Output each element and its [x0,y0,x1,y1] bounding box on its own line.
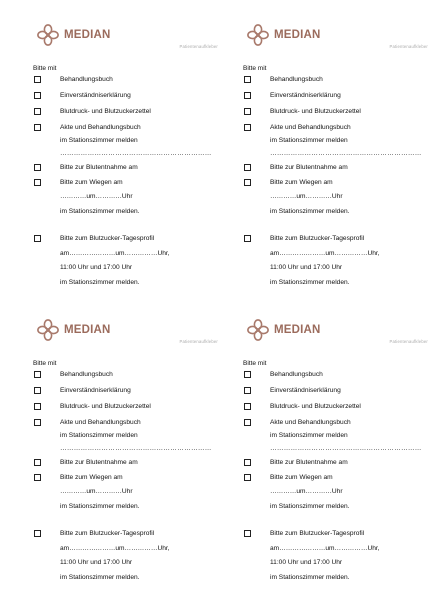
weighing-label: Bitte zum Wiegen am [270,179,333,186]
checkbox-icon[interactable] [244,164,251,171]
checkbox-icon[interactable] [34,387,41,394]
glucose-profile-item [33,529,218,539]
blood-sample-label: Bitte zur Blutentnahme am [60,459,138,466]
glucose-profile-date-line: am…………………um……………Uhr, [270,545,380,552]
checklist-item-label: Blutdruck- und Blutzuckerzettel [60,403,151,410]
weighing-date-line: …………um…………Uhr [270,193,343,200]
checklist-item [33,370,218,380]
median-flower-logo-icon [246,23,270,47]
checkbox-icon[interactable] [244,179,251,186]
fill-in-line: ………………………………………………………… [60,150,212,157]
brand-name: MEDIAN [64,324,111,336]
glucose-profile-label: Bitte zum Blutzucker-Tagesprofil [60,235,155,242]
section-heading: Bitte mit [243,65,267,72]
notice-card [33,317,218,597]
checkbox-icon[interactable] [34,474,41,481]
median-flower-logo-icon [36,23,60,47]
checkbox-icon[interactable] [244,459,251,466]
checklist-item [33,91,218,101]
checkbox-icon[interactable] [34,164,41,171]
patient-sticker-label: Patientenaufkleber [389,339,428,344]
weighing-item [243,178,428,188]
room-instruction: im Stationszimmer melden [60,137,138,144]
checklist-item [243,370,428,380]
weighing-room-line: im Stationszimmer melden. [270,208,350,215]
checklist-item [243,418,428,428]
glucose-profile-room-line: im Stationszimmer melden. [60,279,140,286]
checkbox-icon[interactable] [244,530,251,537]
checkbox-icon[interactable] [244,76,251,83]
fill-in-line: ………………………………………………………… [270,445,422,452]
checklist-item-label: Einverständniserklärung [60,92,131,99]
checklist-item [33,386,218,396]
glucose-profile-date-line: am…………………um……………Uhr, [60,250,170,257]
glucose-profile-room-line: im Stationszimmer melden. [60,574,140,581]
median-flower-logo-icon [36,318,60,342]
notice-card [243,22,428,302]
checklist-item [243,402,428,412]
glucose-profile-times: 11:00 Uhr und 17:00 Uhr [270,264,343,271]
brand-name: MEDIAN [64,29,111,41]
checklist-item-label: Einverständniserklärung [60,387,131,394]
glucose-profile-times: 11:00 Uhr und 17:00 Uhr [60,559,133,566]
glucose-profile-times: 11:00 Uhr und 17:00 Uhr [60,264,133,271]
weighing-room-line: im Stationszimmer melden. [60,208,140,215]
median-logo [246,317,321,343]
checklist-item [243,91,428,101]
weighing-date-line: …………um…………Uhr [270,488,343,495]
glucose-profile-label: Bitte zum Blutzucker-Tagesprofil [270,235,365,242]
blood-sample-item [243,458,428,468]
checkbox-icon[interactable] [34,371,41,378]
notice-card [243,317,428,597]
checklist-item [243,75,428,85]
checkbox-icon[interactable] [244,371,251,378]
room-instruction: im Stationszimmer melden [60,432,138,439]
median-logo [36,22,111,48]
checklist-item [33,123,218,133]
room-instruction: im Stationszimmer melden [270,432,348,439]
section-heading: Bitte mit [33,360,57,367]
checklist-item-label: Behandlungsbuch [60,371,113,378]
checkbox-icon[interactable] [34,235,41,242]
checkbox-icon[interactable] [244,235,251,242]
checklist-item-label: Blutdruck- und Blutzuckerzettel [270,108,361,115]
glucose-profile-item [243,529,428,539]
blood-sample-item [33,163,218,173]
weighing-room-line: im Stationszimmer melden. [270,503,350,510]
checklist-item-label: Behandlungsbuch [270,371,323,378]
weighing-label: Bitte zum Wiegen am [270,474,333,481]
checklist-item [243,386,428,396]
checkbox-icon[interactable] [244,387,251,394]
checklist-item [33,418,218,428]
notice-card [33,22,218,302]
checklist-item-label: Akte und Behandlungsbuch [60,419,141,426]
checklist-item [33,75,218,85]
checkbox-icon[interactable] [34,76,41,83]
median-flower-logo-icon [246,318,270,342]
checklist-item-label: Blutdruck- und Blutzuckerzettel [60,108,151,115]
glucose-profile-item [33,234,218,244]
checkbox-icon[interactable] [34,530,41,537]
patient-sticker-label: Patientenaufkleber [179,44,218,49]
blood-sample-label: Bitte zur Blutentnahme am [270,164,348,171]
checkbox-icon[interactable] [34,459,41,466]
section-heading: Bitte mit [33,65,57,72]
glucose-profile-date-line: am…………………um……………Uhr, [270,250,380,257]
checklist-item [243,107,428,117]
weighing-date-line: …………um…………Uhr [60,193,133,200]
glucose-profile-room-line: im Stationszimmer melden. [270,279,350,286]
checkbox-icon[interactable] [34,108,41,115]
patient-sticker-label: Patientenaufkleber [179,339,218,344]
checklist-item [33,402,218,412]
room-instruction: im Stationszimmer melden [270,137,348,144]
checklist-item-label: Akte und Behandlungsbuch [270,124,351,131]
checkbox-icon[interactable] [34,419,41,426]
section-heading: Bitte mit [243,360,267,367]
weighing-item [33,178,218,188]
glucose-profile-room-line: im Stationszimmer melden. [270,574,350,581]
glucose-profile-label: Bitte zum Blutzucker-Tagesprofil [270,530,365,537]
checklist-item-label: Akte und Behandlungsbuch [60,124,141,131]
weighing-date-line: …………um…………Uhr [60,488,133,495]
blood-sample-label: Bitte zur Blutentnahme am [270,459,348,466]
checklist-item [243,123,428,133]
blood-sample-item [243,163,428,173]
patient-sticker-label: Patientenaufkleber [389,44,428,49]
blood-sample-label: Bitte zur Blutentnahme am [60,164,138,171]
checklist-item-label: Blutdruck- und Blutzuckerzettel [270,403,361,410]
checklist-item-label: Einverständniserklärung [270,387,341,394]
checkbox-icon[interactable] [244,108,251,115]
brand-name: MEDIAN [274,29,321,41]
median-logo [246,22,321,48]
fill-in-line: ………………………………………………………… [270,150,422,157]
checkbox-icon[interactable] [244,474,251,481]
checkbox-icon[interactable] [244,419,251,426]
checklist-item-label: Akte und Behandlungsbuch [270,419,351,426]
checkbox-icon[interactable] [34,403,41,410]
checklist-item [33,107,218,117]
checkbox-icon[interactable] [244,124,251,131]
weighing-item [33,473,218,483]
fill-in-line: ………………………………………………………… [60,445,212,452]
checkbox-icon[interactable] [34,179,41,186]
blood-sample-item [33,458,218,468]
weighing-room-line: im Stationszimmer melden. [60,503,140,510]
checkbox-icon[interactable] [34,92,41,99]
weighing-label: Bitte zum Wiegen am [60,179,123,186]
checklist-item-label: Behandlungsbuch [270,76,323,83]
checkbox-icon[interactable] [34,124,41,131]
checklist-item-label: Einverständniserklärung [270,92,341,99]
glucose-profile-label: Bitte zum Blutzucker-Tagesprofil [60,530,155,537]
weighing-label: Bitte zum Wiegen am [60,474,123,481]
checkbox-icon[interactable] [244,403,251,410]
glucose-profile-times: 11:00 Uhr und 17:00 Uhr [270,559,343,566]
median-logo [36,317,111,343]
glucose-profile-item [243,234,428,244]
weighing-item [243,473,428,483]
checkbox-icon[interactable] [244,92,251,99]
glucose-profile-date-line: am…………………um……………Uhr, [60,545,170,552]
brand-name: MEDIAN [274,324,321,336]
checklist-item-label: Behandlungsbuch [60,76,113,83]
